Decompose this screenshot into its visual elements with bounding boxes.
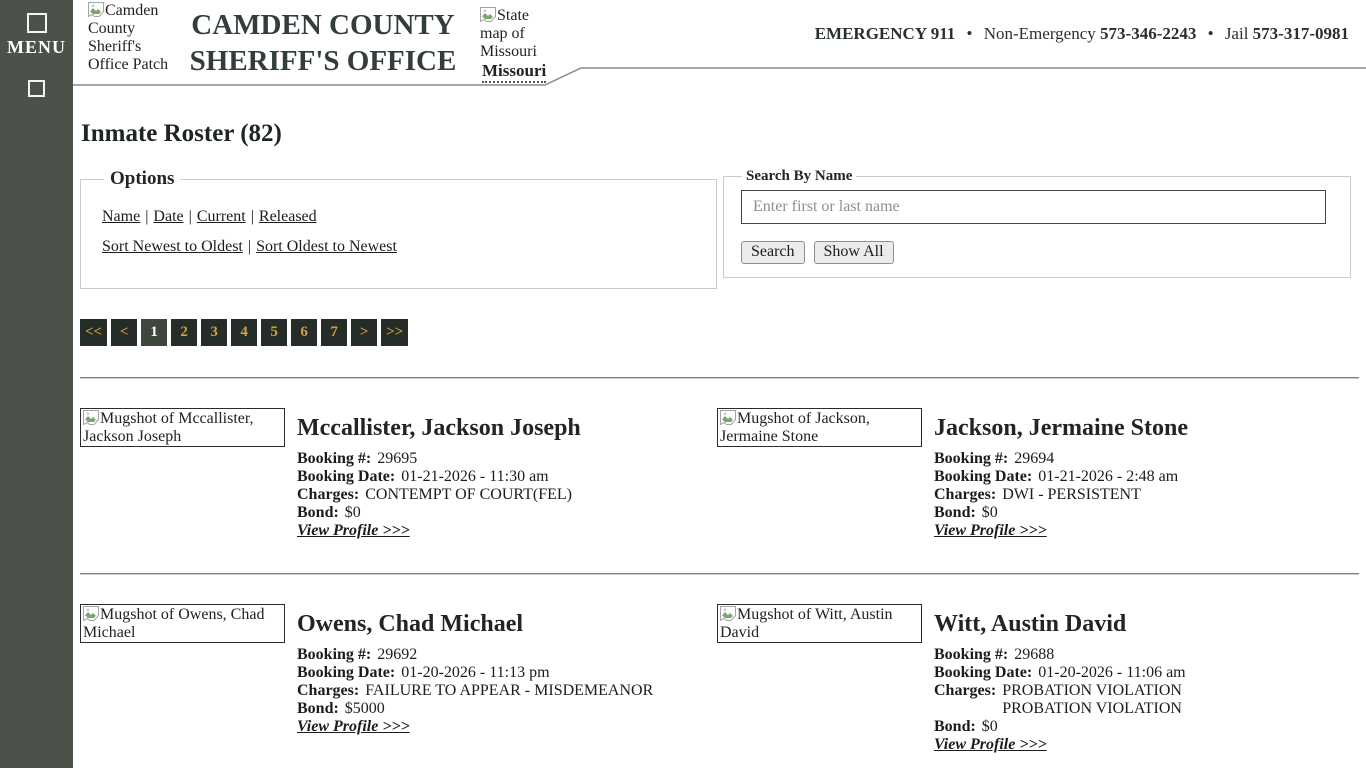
pagination-prev-button[interactable]: < bbox=[111, 319, 137, 346]
booking-date-value: 01-20-2026 - 11:13 pm bbox=[401, 664, 550, 681]
charges-label: Charges: bbox=[297, 682, 360, 699]
sidebar-secondary-square-icon[interactable] bbox=[28, 80, 45, 97]
menu-square-icon bbox=[27, 13, 47, 33]
booking-date-label: Booking Date: bbox=[934, 664, 1033, 681]
pipe-separator: | bbox=[247, 238, 252, 255]
inmate-card bbox=[80, 408, 717, 540]
sort-links bbox=[102, 234, 706, 260]
booking-date-label: Booking Date: bbox=[934, 468, 1033, 485]
mugshot-image[interactable] bbox=[717, 604, 922, 643]
search-button[interactable]: Search bbox=[741, 241, 805, 264]
broken-image-icon bbox=[480, 7, 496, 22]
menu-button[interactable] bbox=[7, 0, 66, 58]
header-tab-border bbox=[73, 60, 1366, 90]
booking-number-value: 29695 bbox=[377, 450, 418, 467]
filter-date-link[interactable]: Date bbox=[153, 208, 184, 225]
mugshot-alt-text: Mugshot of Owens, Chad Michael bbox=[83, 606, 265, 641]
mugshot-image[interactable] bbox=[80, 408, 285, 447]
options-legend: Options bbox=[110, 168, 175, 189]
filter-released-link[interactable]: Released bbox=[258, 208, 317, 225]
charges-label: Charges: bbox=[934, 486, 997, 503]
charges-label: Charges: bbox=[297, 486, 360, 503]
filter-name-link[interactable]: Name bbox=[102, 208, 141, 225]
bullet-separator: • bbox=[1207, 24, 1214, 43]
mugshot-image[interactable] bbox=[717, 408, 922, 447]
booking-number-label: Booking #: bbox=[934, 646, 1009, 663]
site-title-line2: SHERIFF'S OFFICE bbox=[189, 45, 457, 77]
broken-image-icon bbox=[83, 606, 99, 621]
booking-number-value: 29688 bbox=[1014, 646, 1055, 663]
pagination-next-button[interactable]: > bbox=[351, 319, 377, 346]
booking-date-value: 01-21-2026 - 2:48 am bbox=[1038, 468, 1179, 485]
view-profile-link[interactable]: View Profile >>> bbox=[934, 736, 1047, 753]
page-title: Inmate Roster (82) bbox=[81, 120, 282, 147]
broken-image-icon bbox=[720, 410, 736, 425]
bond-value: $0 bbox=[981, 504, 998, 521]
booking-date-value: 01-21-2026 - 11:30 am bbox=[401, 468, 549, 485]
filter-current-link[interactable]: Current bbox=[196, 208, 246, 225]
pagination-page-5-button[interactable]: 5 bbox=[261, 319, 287, 346]
inmate-name: Owens, Chad Michael bbox=[297, 611, 524, 637]
options-panel bbox=[80, 168, 717, 289]
view-profile-link[interactable]: View Profile >>> bbox=[297, 522, 410, 539]
search-legend: Search By Name bbox=[746, 168, 853, 184]
booking-number-label: Booking #: bbox=[297, 450, 372, 467]
booking-number-value: 29692 bbox=[377, 646, 418, 663]
mugshot-alt-text: Mugshot of Witt, Austin David bbox=[720, 606, 893, 641]
mugshot-image[interactable] bbox=[80, 604, 285, 643]
search-panel bbox=[723, 168, 1351, 278]
missouri-map-alt-text: State map of Missouri bbox=[480, 7, 537, 60]
pipe-separator: | bbox=[145, 208, 149, 225]
pagination-last-button[interactable]: >> bbox=[381, 319, 408, 346]
broken-image-icon bbox=[88, 2, 104, 17]
bond-label: Bond: bbox=[297, 700, 339, 717]
pipe-separator: | bbox=[250, 208, 254, 225]
inmate-card bbox=[717, 604, 1359, 754]
sidebar bbox=[0, 0, 73, 768]
inmate-card bbox=[717, 408, 1359, 540]
bullet-separator: • bbox=[966, 24, 973, 43]
booking-date-label: Booking Date: bbox=[297, 468, 396, 485]
inmate-name: Jackson, Jermaine Stone bbox=[934, 415, 1188, 441]
bond-label: Bond: bbox=[934, 718, 976, 735]
bond-value: $0 bbox=[344, 504, 361, 521]
main-content bbox=[73, 85, 1366, 754]
inmate-row bbox=[80, 408, 1359, 540]
inmate-name: Witt, Austin David bbox=[934, 611, 1127, 637]
contact-numbers bbox=[815, 24, 1349, 44]
charges-value: DWI - PERSISTENT bbox=[1002, 486, 1141, 503]
pagination-page-3-button[interactable]: 3 bbox=[201, 319, 227, 346]
pagination-first-button[interactable]: << bbox=[80, 319, 107, 346]
pagination-page-7-button[interactable]: 7 bbox=[321, 319, 347, 346]
booking-number-label: Booking #: bbox=[297, 646, 372, 663]
mugshot-alt-text: Mugshot of Jackson, Jermaine Stone bbox=[720, 410, 870, 445]
pagination-page-1-button[interactable]: 1 bbox=[141, 319, 167, 346]
booking-number-label: Booking #: bbox=[934, 450, 1009, 467]
pagination-page-6-button[interactable]: 6 bbox=[291, 319, 317, 346]
broken-image-icon bbox=[83, 410, 99, 425]
emergency-label: EMERGENCY 911 bbox=[814, 24, 956, 43]
pagination-page-4-button[interactable]: 4 bbox=[231, 319, 257, 346]
pipe-separator: | bbox=[188, 208, 192, 225]
inmate-name: Mccallister, Jackson Joseph bbox=[297, 415, 581, 441]
missouri-tab[interactable]: Missouri bbox=[482, 61, 546, 83]
section-divider bbox=[80, 573, 1359, 575]
booking-date-value: 01-20-2026 - 11:06 am bbox=[1038, 664, 1186, 681]
charges-label: Charges: bbox=[934, 682, 997, 699]
sheriff-patch-alt-text: Camden County Sheriff's Office Patch bbox=[88, 2, 169, 73]
bond-value: $5000 bbox=[344, 700, 385, 717]
view-profile-link[interactable]: View Profile >>> bbox=[934, 522, 1047, 539]
inmate-row bbox=[80, 604, 1359, 754]
missouri-map-broken-image bbox=[480, 7, 546, 61]
view-profile-link[interactable]: View Profile >>> bbox=[297, 718, 410, 735]
section-divider bbox=[80, 377, 1359, 379]
bond-label: Bond: bbox=[934, 504, 976, 521]
booking-number-value: 29694 bbox=[1014, 450, 1055, 467]
charges-value: PROBATION VIOLATION PROBATION VIOLATION bbox=[1002, 682, 1182, 717]
broken-image-icon bbox=[720, 606, 736, 621]
non-emergency-label: Non-Emergency bbox=[983, 24, 1096, 43]
pagination bbox=[80, 319, 1359, 346]
site-title-line1: CAMDEN COUNTY bbox=[191, 9, 455, 41]
bond-label: Bond: bbox=[297, 504, 339, 521]
menu-label: MENU bbox=[7, 37, 66, 57]
search-input[interactable] bbox=[741, 190, 1326, 224]
sort-oldest-link[interactable]: Sort Oldest to Newest bbox=[256, 238, 397, 255]
jail-label: Jail bbox=[1224, 24, 1249, 43]
filter-links bbox=[102, 204, 706, 230]
charges-value: CONTEMPT OF COURT(FEL) bbox=[365, 486, 572, 503]
pagination-page-2-button[interactable]: 2 bbox=[171, 319, 197, 346]
inmate-card bbox=[80, 604, 717, 754]
booking-date-label: Booking Date: bbox=[297, 664, 396, 681]
mugshot-alt-text: Mugshot of Mccallister, Jackson Joseph bbox=[83, 410, 254, 445]
show-all-button[interactable]: Show All bbox=[814, 241, 894, 264]
header bbox=[73, 0, 1366, 85]
sort-newest-link[interactable]: Sort Newest to Oldest bbox=[102, 238, 243, 255]
charges-value: FAILURE TO APPEAR - MISDEMEANOR bbox=[365, 682, 654, 699]
jail-number: 573-317-0981 bbox=[1252, 24, 1349, 43]
non-emergency-number: 573-346-2243 bbox=[1100, 24, 1197, 43]
bond-value: $0 bbox=[981, 718, 998, 735]
